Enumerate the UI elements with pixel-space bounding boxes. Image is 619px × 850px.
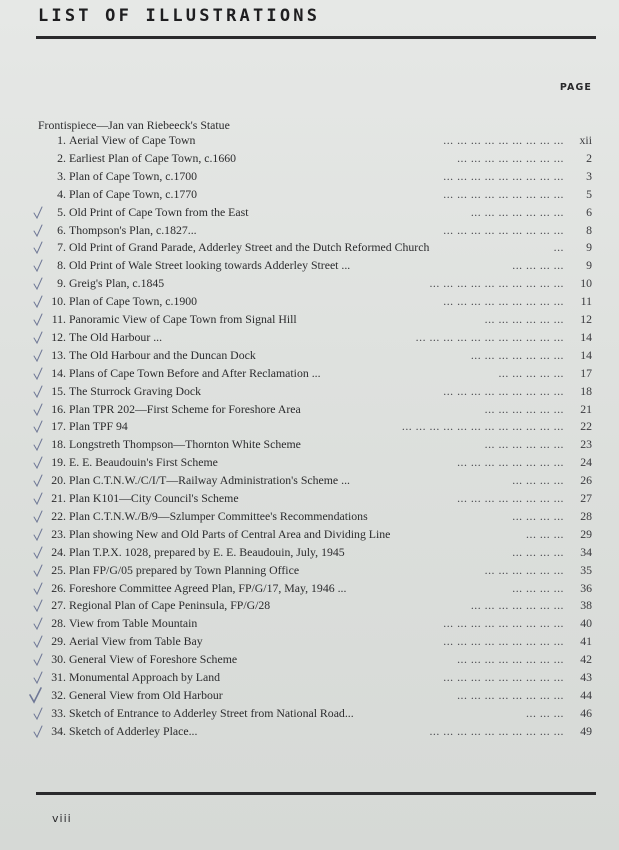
pencil-check-mark-icon: [31, 382, 49, 400]
list-item: [0, 312, 619, 330]
item-number: 4.: [57, 186, 66, 201]
item-number: 2.: [57, 150, 66, 165]
item-page-number: 2: [586, 150, 592, 165]
leader-dots: ... ... ... ... ... ... ... ...: [457, 455, 564, 470]
item-page-number: 26: [580, 473, 592, 488]
leader-dots: ... ... ... ... ... ... ...: [470, 204, 564, 219]
page-column-label: PAGE: [559, 82, 592, 93]
list-item: [0, 384, 619, 402]
page-heading: LIST OF ILLUSTRATIONS: [38, 6, 321, 26]
item-title: Longstreth Thompson—Thornton White Scheme: [69, 437, 301, 452]
list-item: [0, 258, 619, 276]
item-number: 9.: [57, 276, 66, 291]
list-item: [0, 169, 619, 187]
pencil-check-mark-icon: [31, 346, 49, 364]
pencil-check-mark-icon: [31, 614, 49, 632]
list-item: [0, 366, 619, 384]
item-title: Plan C.T.N.W./C/I/T—Railway Administration's Scheme ...: [69, 473, 350, 488]
item-number: 15.: [51, 383, 66, 398]
list-item: [0, 437, 619, 455]
leader-dots: ... ... ... ... ... ...: [484, 437, 564, 452]
pencil-check-mark-icon: [31, 525, 49, 543]
leader-dots: ... ... ... ... ... ... ... ... ...: [443, 222, 564, 237]
top-rule: [36, 36, 596, 39]
leader-dots: ... ... ... ...: [512, 508, 564, 523]
leader-dots: ... ... ...: [526, 526, 564, 541]
pencil-check-mark-icon: [28, 686, 46, 704]
item-page-number: 42: [580, 652, 592, 667]
item-number: 22.: [51, 508, 66, 523]
item-number: 24.: [51, 544, 66, 559]
item-page-number: 3: [586, 168, 592, 183]
item-number: 19.: [51, 455, 66, 470]
pencil-check-mark-icon: [31, 453, 49, 471]
item-title: General View from Old Harbour: [69, 687, 223, 702]
list-item: [0, 563, 619, 581]
item-page-number: 38: [580, 598, 592, 613]
pencil-check-mark-icon: [31, 310, 49, 328]
leader-dots: ... ... ... ... ... ... ... ... ...: [443, 634, 564, 649]
item-number: 5.: [57, 204, 66, 219]
item-page-number: 22: [580, 419, 592, 434]
pencil-check-mark-icon: [31, 632, 49, 650]
list-item: [0, 223, 619, 241]
page-number: viii: [52, 812, 72, 825]
leader-dots: ... ... ... ... ... ... ... ... ...: [443, 168, 564, 183]
leader-dots: ... ... ... ... ... ... ... ...: [457, 652, 564, 667]
list-item: [0, 724, 619, 742]
item-page-number: 21: [580, 401, 592, 416]
frontispiece-entry: Frontispiece—Jan van Riebeeck's Statue: [38, 118, 230, 132]
pencil-check-mark-icon: [31, 650, 49, 668]
pencil-check-mark-icon: [31, 328, 49, 346]
leader-dots: ... ... ... ... ... ... ... ... ...: [443, 133, 564, 147]
pencil-check-mark-icon: [31, 543, 49, 561]
pencil-check-mark-icon: [31, 704, 49, 722]
item-title: Plan showing New and Old Parts of Central Area and Dividing Line: [69, 526, 391, 541]
pencil-check-mark-icon: [31, 292, 49, 310]
item-page-number: 27: [580, 491, 592, 505]
leader-dots: ... ... ... ... ... ... ... ...: [457, 687, 564, 702]
list-item: [0, 473, 619, 491]
item-page-number: 41: [580, 634, 592, 649]
item-number: 12.: [51, 329, 66, 344]
list-item: [0, 616, 619, 634]
item-number: 10.: [51, 294, 66, 309]
item-page-number: 28: [580, 508, 592, 523]
item-page-number: 34: [580, 544, 592, 559]
pencil-check-mark-icon: [31, 507, 49, 525]
item-title: Plan of Cape Town, c.1770: [69, 186, 198, 201]
pencil-check-mark-icon: [31, 274, 49, 292]
leader-dots: ... ... ... ... ...: [498, 365, 564, 380]
item-page-number: 10: [580, 276, 592, 291]
leader-dots: ... ... ... ...: [512, 258, 564, 273]
leader-dots: ... ... ... ...: [512, 580, 564, 595]
list-item: [0, 276, 619, 294]
item-page-number: 6: [586, 204, 592, 219]
item-number: 1.: [57, 133, 66, 147]
list-item: [0, 527, 619, 545]
pencil-check-mark-icon: [31, 435, 49, 453]
item-number: 26.: [51, 580, 66, 595]
item-page-number: 40: [580, 616, 592, 631]
item-title: E. E. Beaudouin's First Scheme: [69, 455, 218, 470]
item-title: Greig's Plan, c.1845: [69, 276, 165, 291]
item-number: 27.: [51, 598, 66, 613]
list-item: [0, 205, 619, 223]
item-title: Sketch of Entrance to Adderley Street from National Road...: [69, 705, 354, 720]
item-title: Thompson's Plan, c.1827...: [69, 222, 197, 237]
pencil-check-mark-icon: [31, 364, 49, 382]
item-page-number: 46: [580, 705, 592, 720]
item-title: Aerial View of Cape Town: [69, 133, 196, 147]
leader-dots: ... ... ... ...: [512, 544, 564, 559]
item-page-number: 49: [580, 723, 592, 738]
item-number: 25.: [51, 562, 66, 577]
list-item: [0, 240, 619, 258]
item-number: 7.: [57, 240, 66, 255]
item-title: Earliest Plan of Cape Town, c.1660: [69, 150, 237, 165]
pencil-check-mark-icon: [31, 417, 49, 435]
list-item: [0, 455, 619, 473]
item-page-number: 11: [580, 294, 592, 309]
leader-dots: ... ... ... ... ... ... ...: [470, 347, 564, 362]
item-number: 14.: [51, 365, 66, 380]
leader-dots: ... ... ... ... ... ...: [484, 401, 564, 416]
leader-dots: ... ... ...: [526, 705, 564, 720]
item-page-number: 44: [580, 687, 592, 702]
list-item: [0, 509, 619, 527]
leader-dots: ... ... ... ... ... ... ... ... ...: [443, 294, 564, 309]
list-item: [0, 688, 619, 706]
pencil-check-mark-icon: [31, 256, 49, 274]
item-title: Old Print of Cape Town from the East: [69, 204, 249, 219]
item-title: Plan of Cape Town, c.1900: [69, 294, 198, 309]
item-page-number: 43: [580, 670, 592, 684]
leader-dots: ... ... ... ...: [512, 473, 564, 488]
item-number: 21.: [51, 491, 66, 505]
item-number: 16.: [51, 401, 66, 416]
item-number: 13.: [51, 347, 66, 362]
item-page-number: 12: [580, 312, 592, 326]
item-page-number: 29: [580, 526, 592, 541]
list-item: [0, 706, 619, 724]
item-page-number: 14: [580, 347, 592, 362]
item-number: 33.: [51, 705, 66, 720]
list-item: [0, 151, 619, 169]
pencil-check-mark-icon: [31, 561, 49, 579]
leader-dots: ... ... ... ... ... ... ... ...: [457, 150, 564, 165]
list-item: [0, 330, 619, 348]
leader-dots: ... ... ... ... ... ... ... ... ... ... ... ...: [401, 419, 564, 434]
leader-dots: ... ... ... ... ... ... ... ... ... ...: [429, 276, 564, 291]
item-title: The Sturrock Graving Dock: [69, 383, 202, 398]
leader-dots: ... ... ... ... ... ... ... ... ...: [443, 616, 564, 631]
item-page-number: 35: [580, 562, 592, 577]
item-title: Panoramic View of Cape Town from Signal Hill: [69, 312, 297, 326]
item-number: 8.: [57, 258, 66, 273]
item-title: The Old Harbour ...: [69, 329, 163, 344]
item-number: 23.: [51, 526, 66, 541]
item-number: 30.: [51, 652, 66, 667]
list-item: [0, 133, 619, 151]
pencil-check-mark-icon: [31, 400, 49, 418]
item-page-number: 18: [580, 383, 592, 398]
pencil-check-mark-icon: [31, 489, 49, 507]
item-title: General View of Foreshore Scheme: [69, 652, 238, 667]
item-number: 11.: [51, 312, 66, 326]
list-item: [0, 670, 619, 688]
item-title: Sketch of Adderley Place...: [69, 723, 198, 738]
item-title: Aerial View from Table Bay: [69, 634, 203, 649]
leader-dots: ... ... ... ... ... ... ... ...: [457, 491, 564, 505]
list-item: [0, 402, 619, 420]
leader-dots: ... ... ... ... ... ... ... ... ...: [443, 383, 564, 398]
item-page-number: 9: [586, 258, 592, 273]
list-item: [0, 598, 619, 616]
item-page-number: xii: [579, 133, 592, 147]
leader-dots: ... ... ... ... ... ... ...: [470, 598, 564, 613]
item-page-number: 8: [586, 222, 592, 237]
item-title: Plan T.P.X. 1028, prepared by E. E. Beaudouin, July, 1945: [69, 544, 345, 559]
list-item: [0, 491, 619, 509]
item-title: Old Print of Wale Street looking towards Adderley Street ...: [69, 258, 351, 273]
item-number: 31.: [51, 670, 66, 684]
pencil-check-mark-icon: [31, 722, 49, 740]
pencil-check-mark-icon: [31, 471, 49, 489]
item-page-number: 5: [586, 186, 592, 201]
item-number: 20.: [51, 473, 66, 488]
leader-dots: ... ... ... ... ... ... ... ... ... ... ...: [415, 329, 564, 344]
item-number: 6.: [57, 222, 66, 237]
pencil-check-mark-icon: [31, 238, 49, 256]
item-title: Plan C.T.N.W./B/9—Szlumper Committee's Recommendations: [69, 508, 368, 523]
item-title: Plan of Cape Town, c.1700: [69, 168, 198, 183]
item-title: Old Print of Grand Parade, Adderley Street and the Dutch Reformed Church: [69, 240, 430, 255]
item-title: Plan TPR 202—First Scheme for Foreshore Area: [69, 401, 301, 416]
item-title: Plans of Cape Town Before and After Reclamation ...: [69, 365, 321, 380]
item-page-number: 36: [580, 580, 592, 595]
item-page-number: 17: [580, 365, 592, 380]
list-item: [0, 294, 619, 312]
pencil-check-mark-icon: [31, 203, 49, 221]
leader-dots: ... ... ... ... ... ...: [484, 562, 564, 577]
list-item: [0, 581, 619, 599]
pencil-check-mark-icon: [31, 596, 49, 614]
item-title: Foreshore Committee Agreed Plan, FP/G/17, May, 1946 ...: [69, 580, 347, 595]
item-number: 32.: [51, 687, 66, 702]
item-page-number: 23: [580, 437, 592, 452]
item-number: 34.: [51, 723, 66, 738]
list-item: [0, 634, 619, 652]
item-title: Plan TPF 94: [69, 419, 128, 434]
item-title: The Old Harbour and the Duncan Dock: [69, 347, 256, 362]
item-number: 3.: [57, 168, 66, 183]
list-item: [0, 419, 619, 437]
item-number: 17.: [51, 419, 66, 434]
item-page-number: 14: [580, 329, 592, 344]
list-item: [0, 652, 619, 670]
bottom-rule: [36, 792, 596, 795]
list-item: [0, 187, 619, 205]
item-title: Monumental Approach by Land: [69, 670, 221, 684]
pencil-check-mark-icon: [31, 668, 49, 686]
pencil-check-mark-icon: [31, 579, 49, 597]
leader-dots: ... ... ... ... ... ...: [484, 312, 564, 326]
leader-dots: ... ... ... ... ... ... ... ... ...: [443, 670, 564, 684]
item-page-number: 24: [580, 455, 592, 470]
leader-dots: ...: [553, 240, 564, 255]
leader-dots: ... ... ... ... ... ... ... ... ...: [443, 186, 564, 201]
item-number: 28.: [51, 616, 66, 631]
item-title: Regional Plan of Cape Peninsula, FP/G/28: [69, 598, 271, 613]
item-number: 29.: [51, 634, 66, 649]
pencil-check-mark-icon: [31, 221, 49, 239]
item-page-number: 9: [586, 240, 592, 255]
item-title: View from Table Mountain: [69, 616, 198, 631]
list-item: [0, 545, 619, 563]
item-title: Plan K101—City Council's Scheme: [69, 491, 239, 505]
item-number: 18.: [51, 437, 66, 452]
item-title: Plan FP/G/05 prepared by Town Planning Office: [69, 562, 300, 577]
list-item: [0, 348, 619, 366]
leader-dots: ... ... ... ... ... ... ... ... ... ...: [429, 723, 564, 738]
